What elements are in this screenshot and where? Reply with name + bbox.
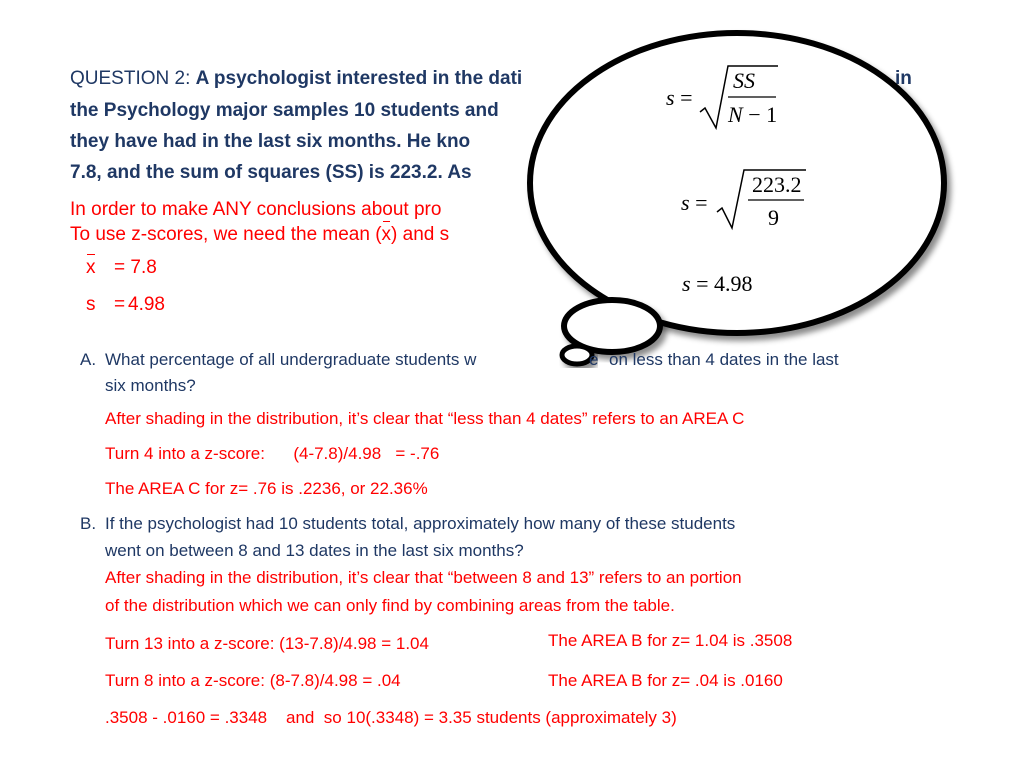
- partB-question-line-2: went on between 8 and 13 dates in the last six months?: [105, 541, 524, 560]
- formula2-denominator: 9: [768, 205, 779, 230]
- sd-symbol: s: [86, 294, 96, 315]
- formula3: s = 4.98: [682, 271, 753, 296]
- question-line-4: 7.8, and the sum of squares (SS) is 223.2. As: [70, 162, 472, 183]
- partB-final: .3508 - .0160 = .3348 and so 10(.3348) = 3.35 students (approximately 3): [105, 708, 677, 727]
- partA-answer-2: Turn 4 into a z-score: (4-7.8)/4.98 = -.76: [105, 444, 440, 463]
- question-line-3: they have had in the last six months. He kno: [70, 131, 471, 152]
- partB-z8: Turn 8 into a z-score: (8-7.8)/4.98 = .04: [105, 671, 401, 690]
- question-line-2: the Psychology major samples 10 students and: [70, 100, 499, 121]
- formula2-numerator: 223.2: [752, 172, 802, 197]
- intro-line-2: To use z-scores, we need the mean (x) and s: [70, 224, 450, 245]
- partB-z13: Turn 13 into a z-score: (13-7.8)/4.98 = 1.04: [105, 634, 429, 653]
- sd-value: 4.98: [128, 294, 165, 315]
- partB-answer-2: of the distribution which we can only find by combining areas from the table.: [105, 596, 675, 615]
- partB-marker: B.: [80, 514, 97, 533]
- partA-question-line-1: What percentage of all undergraduate students w: [105, 350, 477, 369]
- intro-line-1: In order to make ANY conclusions about pro: [70, 199, 442, 220]
- partA-answer-1: After shading in the distribution, it’s clear that “less than 4 dates” refers to an AREA C: [105, 409, 745, 428]
- partB-question-line-1: If the psychologist had 10 students total, approximately how many of these students: [105, 514, 736, 533]
- formula1-denominator: N − 1: [728, 102, 778, 127]
- formula1-lhs: s =: [666, 85, 693, 110]
- bubble-tail-small: [562, 346, 592, 364]
- question-text-1: A psychologist interested in the dati: [195, 68, 523, 89]
- formula2-lhs: s =: [681, 190, 708, 215]
- sd-equals: =: [114, 294, 126, 315]
- mean-symbol: x: [86, 257, 96, 278]
- question-label: QUESTION 2:: [70, 68, 191, 89]
- partB-area13: The AREA B for z= 1.04 is .3508: [548, 631, 793, 650]
- partB-area8: The AREA B for z= .04 is .0160: [548, 671, 783, 690]
- formula1-numerator: SS: [733, 68, 755, 93]
- question-line-1-tail: in: [895, 68, 912, 89]
- partB-answer-1: After shading in the distribution, it’s clear that “between 8 and 13” refers to an portion: [105, 568, 742, 587]
- partA-marker: A.: [80, 350, 97, 369]
- partA-question-line-2: six months?: [105, 376, 196, 395]
- partA-answer-3: The AREA C for z= .76 is .2236, or 22.36%: [105, 479, 428, 498]
- xbar-symbol-inline: x: [381, 224, 392, 245]
- partA-question-line-1-end: on less than 4 dates in the last: [609, 350, 839, 369]
- mean-value: = 7.8: [114, 257, 157, 278]
- partA-question-line-1-tail: e: [589, 350, 599, 369]
